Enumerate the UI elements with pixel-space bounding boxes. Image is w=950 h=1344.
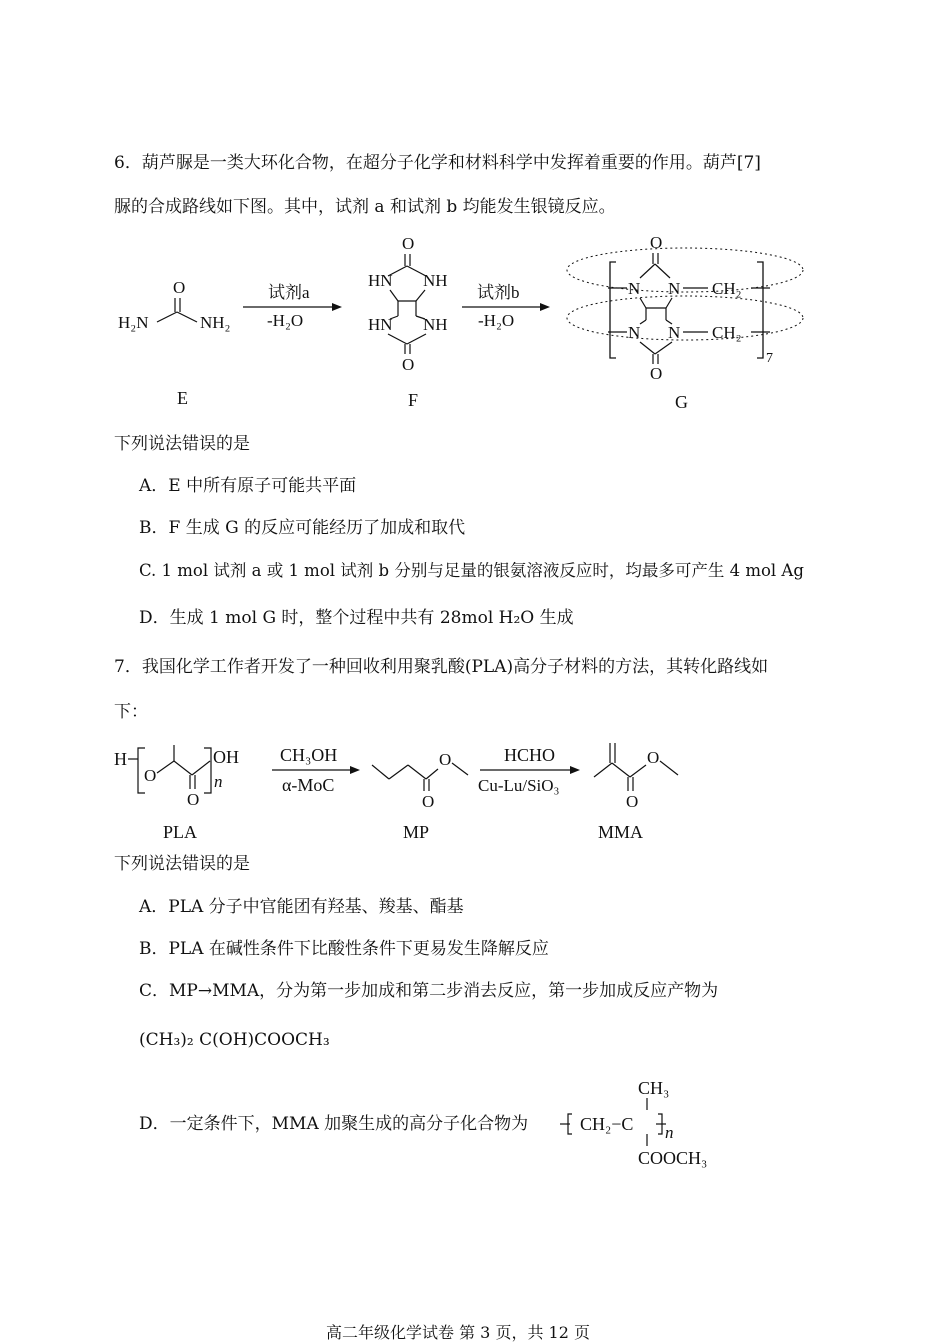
minus-water-b: -H₂O bbox=[478, 311, 515, 330]
svg-text:OH: OH bbox=[213, 747, 239, 767]
arrow-reagent-b bbox=[462, 283, 550, 330]
q6-option-b: B．F 生成 G 的反应可能经历了加成和取代 bbox=[139, 518, 466, 538]
svg-text:N: N bbox=[628, 323, 641, 342]
label-g: G bbox=[675, 392, 688, 412]
q7-stem: 下列说法错误的是 bbox=[114, 854, 250, 874]
q6-option-d: D．生成 1 mol G 时，整个过程中共有 28mol H₂O 生成 bbox=[139, 608, 574, 628]
svg-text:N: N bbox=[628, 279, 641, 298]
svg-text:O: O bbox=[187, 790, 200, 809]
q7-option-b: B．PLA 在碱性条件下比酸性条件下更易发生降解反应 bbox=[139, 939, 549, 959]
q7-reaction-scheme bbox=[100, 735, 720, 850]
q6-stem: 下列说法错误的是 bbox=[114, 434, 250, 454]
q7-line2: 下： bbox=[114, 702, 148, 722]
q7-option-a: A．PLA 分子中官能团有羟基、羧基、酯基 bbox=[139, 897, 464, 917]
svg-text:HN: HN bbox=[368, 271, 393, 290]
svg-text:O: O bbox=[402, 234, 415, 253]
q6-option-a: A．E 中所有原子可能共平面 bbox=[139, 476, 357, 496]
svg-text:CH₃OH: CH₃OH bbox=[280, 745, 338, 765]
reagent-a: 试剂a bbox=[268, 283, 310, 302]
svg-text:N: N bbox=[668, 279, 681, 298]
svg-text:n: n bbox=[665, 1123, 674, 1142]
label-e: E bbox=[177, 388, 188, 408]
page-footer: 高二年级化学试卷 第 3 页，共 12 页 bbox=[326, 1323, 590, 1342]
svg-text:NH: NH bbox=[423, 271, 448, 290]
e-carbonyl-o: O bbox=[173, 278, 186, 297]
label-pla: PLA bbox=[163, 822, 198, 842]
q6-line2: 脲的合成路线如下图。其中，试剂 a 和试剂 b 均能发生银镜反应。 bbox=[114, 197, 616, 217]
svg-text:n: n bbox=[214, 772, 223, 791]
label-mp: MP bbox=[403, 822, 430, 842]
svg-text:N: N bbox=[668, 323, 681, 342]
label-mma: MMA bbox=[598, 822, 644, 842]
q7-option-d: D．一定条件下，MMA 加聚生成的高分子化合物为 bbox=[139, 1114, 529, 1134]
svg-text:7: 7 bbox=[766, 351, 773, 366]
q6-reaction-scheme bbox=[100, 228, 840, 418]
svg-text:Cu-Lu/SiO₃: Cu-Lu/SiO₃ bbox=[478, 776, 560, 795]
svg-text:O: O bbox=[650, 233, 663, 252]
compound-g bbox=[567, 233, 803, 412]
label-f: F bbox=[408, 390, 419, 410]
svg-text:NH: NH bbox=[423, 315, 448, 334]
q7-option-c-formula: (CH₃)₂ C(OH)COOCH₃ bbox=[139, 1030, 330, 1050]
svg-text:O: O bbox=[626, 792, 639, 811]
q7-d-polymer-structure bbox=[560, 1072, 740, 1172]
arrow-reagent-a bbox=[243, 283, 342, 330]
q6-line1: 6．葫芦脲是一类大环化合物，在超分子化学和材料科学中发挥着重要的作用。葫芦[7] bbox=[114, 153, 761, 173]
minus-water-a: -H₂O bbox=[267, 311, 304, 330]
compound-mp bbox=[372, 750, 468, 842]
svg-text:O: O bbox=[650, 364, 663, 383]
compound-f bbox=[368, 234, 448, 410]
reagent-b: 试剂b bbox=[477, 283, 520, 302]
svg-text:COOCH₃: COOCH₃ bbox=[638, 1148, 708, 1168]
svg-text:HCHO: HCHO bbox=[504, 745, 556, 765]
svg-text:α-MoC: α-MoC bbox=[282, 775, 335, 795]
q6-option-c: C. 1 mol 试剂 a 或 1 mol 试剂 b 分别与足量的银氨溶液反应时，均最多可产生 4 mol Ag bbox=[139, 561, 804, 580]
svg-text:O: O bbox=[144, 766, 157, 785]
compound-mma bbox=[594, 743, 678, 842]
compound-pla bbox=[114, 745, 239, 842]
e-nh2: NH₂ bbox=[200, 313, 231, 332]
q7-line1: 7．我国化学工作者开发了一种回收利用聚乳酸(PLA)高分子材料的方法，其转化路线如 bbox=[114, 657, 769, 677]
svg-text:CH₂−C: CH₂−C bbox=[580, 1114, 634, 1134]
compound-e bbox=[118, 278, 230, 408]
svg-text:CH₂: CH₂ bbox=[712, 323, 742, 342]
svg-text:H: H bbox=[114, 749, 127, 769]
arrow-ch3oh bbox=[272, 745, 360, 795]
q7-option-c: C．MP→MMA，分为第一步加成和第二步消去反应，第一步加成反应产物为 bbox=[139, 981, 719, 1001]
svg-text:O: O bbox=[647, 748, 660, 767]
e-h2n: H₂N bbox=[118, 313, 149, 332]
svg-text:CH₃: CH₃ bbox=[638, 1078, 670, 1098]
arrow-hcho bbox=[478, 745, 580, 795]
svg-text:O: O bbox=[402, 355, 415, 374]
svg-text:CH₂: CH₂ bbox=[712, 279, 742, 298]
svg-text:O: O bbox=[422, 792, 435, 811]
svg-text:HN: HN bbox=[368, 315, 393, 334]
svg-text:O: O bbox=[439, 750, 452, 769]
